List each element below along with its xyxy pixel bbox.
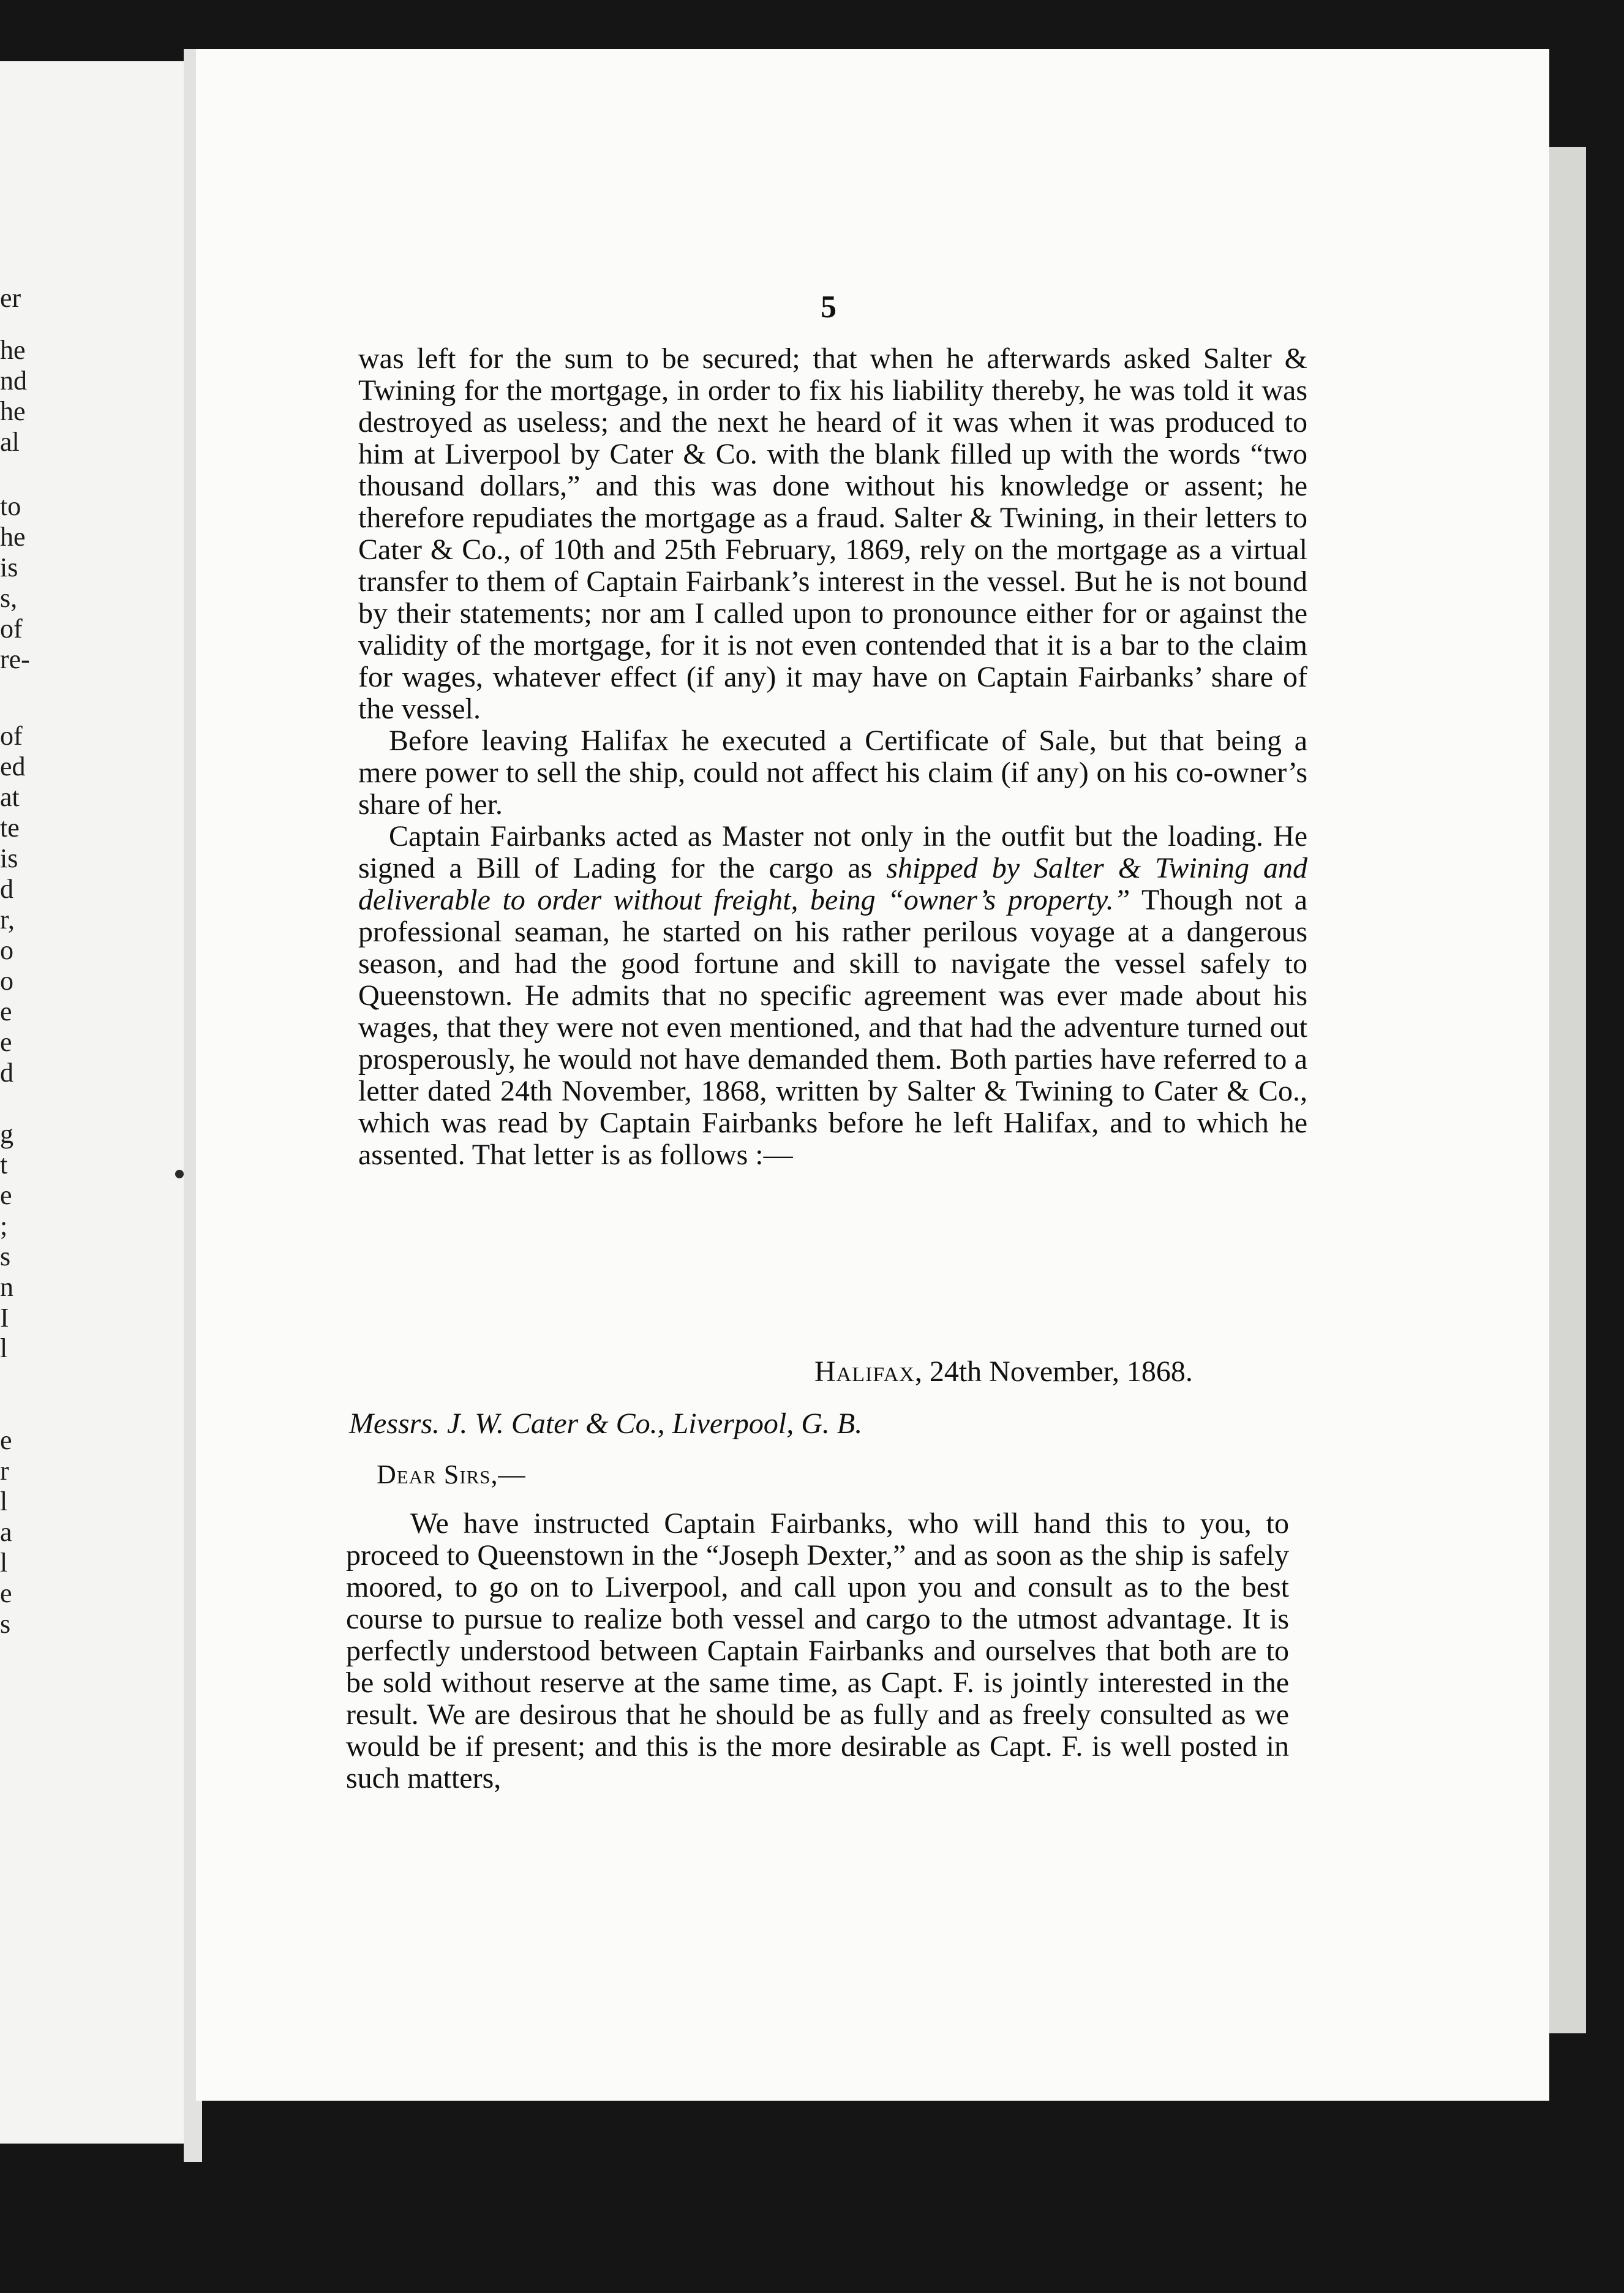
left-page-line-fragment: al bbox=[0, 427, 20, 457]
left-page-line-fragment: o bbox=[0, 966, 13, 996]
left-page-line-fragment: e bbox=[0, 1425, 12, 1455]
left-page-line-fragment: r bbox=[0, 1456, 9, 1486]
bill-of-lading-quote: shipped by Salter & Twining and deliverable to order without freight, being “owner’s property.” bbox=[358, 852, 1307, 916]
left-page-line-fragment: n bbox=[0, 1272, 13, 1302]
left-page-line-fragment: s, bbox=[0, 583, 18, 613]
left-page-line-fragment: t bbox=[0, 1150, 8, 1180]
left-page-line-fragment: e bbox=[0, 1180, 12, 1210]
page-number: 5 bbox=[821, 290, 836, 325]
left-page-line-fragment: er bbox=[0, 283, 21, 313]
left-page-line-fragment: ed bbox=[0, 751, 26, 781]
binding-mark bbox=[175, 1170, 184, 1178]
left-page-line-fragment: e bbox=[0, 1578, 12, 1608]
left-page-line-fragment: he bbox=[0, 396, 26, 426]
left-page-line-fragment: nd bbox=[0, 366, 27, 396]
left-page-fragment bbox=[0, 61, 202, 2144]
left-page-line-fragment: at bbox=[0, 782, 20, 812]
left-page-line-fragment: te bbox=[0, 813, 20, 843]
left-page-line-fragment: to bbox=[0, 491, 21, 521]
left-page-line-fragment: re- bbox=[0, 644, 30, 674]
left-page-line-fragment: a bbox=[0, 1517, 12, 1547]
paragraph-text: Captain Fairbanks acted as Master not only in the outfit but the loading. He signed a Bill of Lading for the cargo as bbox=[358, 820, 1307, 884]
left-page-line-fragment: is bbox=[0, 843, 18, 873]
left-page-line-fragment: d bbox=[0, 874, 13, 904]
left-page-line-fragment: g bbox=[0, 1119, 13, 1149]
paragraph-text: Though not a professional seaman, he started on his rather perilous voyage at a dangerous season, and had the good fortune and skill to navigate the vessel safely to Queenstown. He admits that no specific agreement was ever made about his wages, that they were not even mentioned, and that had the adventure turned out prosperously, he would not have demanded them. Both parties have referred to a letter dated 24th November, 1868, written by Salter & Twining to Cater & Co., which was read by Captain Fairbanks before he left Halifax, and to which he assented. That letter is as follows :— bbox=[358, 884, 1308, 1171]
letter-place: Halifax bbox=[814, 1355, 915, 1388]
letter-date: , 24th November, 1868. bbox=[914, 1355, 1193, 1388]
left-page-line-fragment: o bbox=[0, 935, 13, 965]
letter-paragraph: We have instructed Captain Fairbanks, who will hand this to you, to proceed to Queenstown in the “Joseph Dexter,” and as soon as the ship is safely moored, to go on to Liverpool, and call upon you and consult as to the best course to pursue to realize both vessel and cargo to the utmost advantage. It is perfectly understood between Captain Fairbanks and ourselves that both are to be sold without reserve at the same time, as Capt. F. is jointly interested in the result. We are desirous that he should be as fully and as freely consulted as we would be if present; and this is the more desirable as Capt. F. is well posted in such matters, bbox=[346, 1507, 1289, 1794]
left-page-line-fragment: e bbox=[0, 1027, 12, 1057]
paragraph-master-wages bbox=[358, 821, 1307, 1171]
left-page-line-fragment: l bbox=[0, 1548, 8, 1578]
left-page-line-fragment: l bbox=[0, 1333, 8, 1363]
left-page-line-fragment: I bbox=[0, 1303, 9, 1333]
left-page-line-fragment: r, bbox=[0, 905, 15, 935]
body-text bbox=[358, 343, 1307, 1171]
left-page-line-fragment: of bbox=[0, 721, 23, 751]
left-page-line-fragment: l bbox=[0, 1486, 8, 1516]
left-page-line-fragment: e bbox=[0, 996, 12, 1026]
left-page-line-fragment: d bbox=[0, 1058, 13, 1088]
left-page-line-fragment: he bbox=[0, 522, 26, 552]
paragraph-certificate-of-sale: Before leaving Halifax he executed a Certificate of Sale, but that being a mere power to sell the ship, could not affect his claim (if any) on his co-owner’s share of her. bbox=[358, 725, 1307, 821]
left-page-line-fragment: ; bbox=[0, 1211, 8, 1241]
left-page-line-fragment: s bbox=[0, 1241, 11, 1271]
letter-dateline bbox=[814, 1355, 1193, 1388]
letter-body bbox=[346, 1508, 1289, 1794]
left-page-line-fragment: s bbox=[0, 1609, 11, 1639]
paragraph-mortgage: was left for the sum to be secured; that when he afterwards asked Salter & Twining for the mortgage, in order to fix his liability thereby, he was told it was destroyed as useless; and the next he heard of it was when it was produced to him at Liverpool by Cater & Co. with the blank filled up with the words “two thousand dollars,” and this was done without his knowledge or assent; he therefore repudiates the mortgage as a fraud. Salter & Twining, in their letters to Cater & Co., of 10th and 25th February, 1869, rely on the mortgage as a virtual transfer to them of Captain Fairbank’s interest in the vessel. But he is not bound by their statements; nor am I called upon to pronounce either for or against the validity of the mortgage, for it is not even contended that it is a bar to the claim for wages, whatever effect (if any) it may have on Captain Fairbanks’ share of the vessel. bbox=[358, 342, 1307, 725]
letter-addressee: Messrs. J. W. Cater & Co., Liverpool, G. B. bbox=[349, 1407, 863, 1440]
left-page-line-fragment: is bbox=[0, 552, 18, 582]
letter-salutation: Dear Sirs,— bbox=[377, 1459, 526, 1489]
left-page-line-fragment: of bbox=[0, 614, 23, 644]
left-page-line-fragment: he bbox=[0, 335, 26, 365]
